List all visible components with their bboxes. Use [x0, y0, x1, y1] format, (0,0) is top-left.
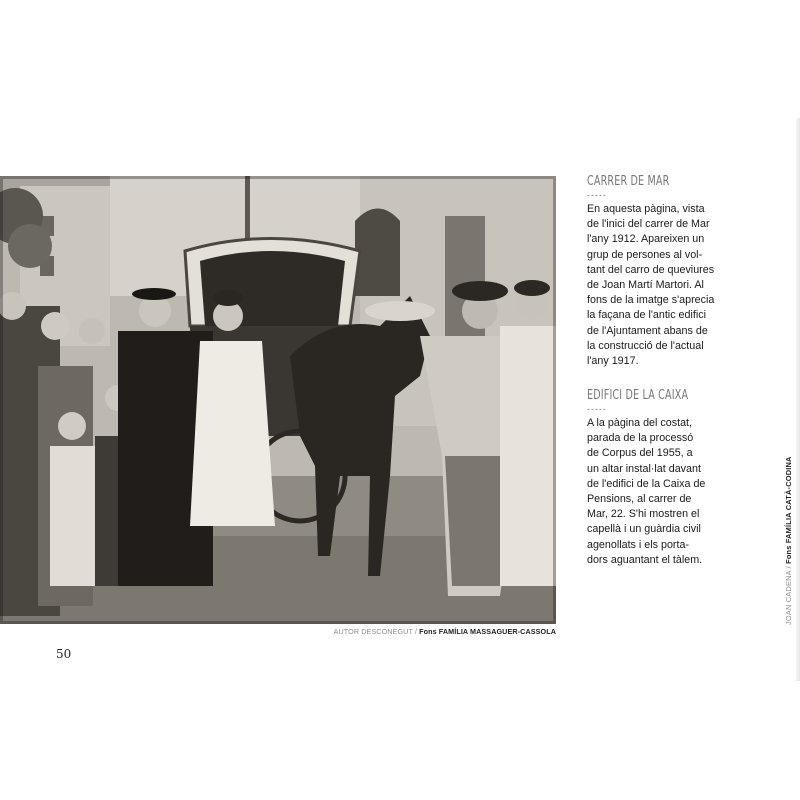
body-line: de l'edifici de la Caixa de	[587, 477, 706, 490]
body-line: agenollats i els porta-	[587, 538, 690, 551]
body-line: de l'inici del carrer de Mar	[587, 218, 710, 231]
body-line: de l'Ajuntament abans de	[587, 324, 708, 337]
photo-credit	[334, 627, 556, 636]
side-photo-credit	[784, 456, 793, 625]
body-line: l'any 1912. Apareixen un	[587, 233, 705, 246]
body-line: tant del carro de queviures	[587, 263, 715, 276]
body-line: A la pàgina del costat,	[587, 417, 693, 429]
body-line: Pensions, al carrer de	[587, 493, 692, 506]
body-line: un altar instal·lat davant	[587, 462, 701, 475]
body-line: grup de persones al vol-	[587, 248, 703, 261]
body-line: de Corpus del 1955, a	[587, 447, 693, 460]
photo-illustration-icon	[0, 176, 556, 624]
section-carrer-de-mar	[587, 174, 727, 369]
section-dashes: -----	[587, 190, 607, 200]
body-line: l'any 1917.	[587, 355, 639, 368]
historic-photo	[0, 176, 556, 624]
body-line: Mar, 22. S'hi mostren el	[587, 508, 700, 521]
side-credit-fons: Fons FAMÍLIA CATÀ-CODINA	[784, 456, 793, 564]
section-edifici-de-la-caixa	[587, 388, 727, 568]
body-line: parada de la processó	[587, 432, 694, 445]
side-credit-author: JOAN CADENA /	[784, 563, 793, 625]
body-line: En aquesta pàgina, vista	[587, 203, 705, 215]
photo-credit-fons: Fons FAMÍLIA MASSAGUER-CASSOLA	[419, 627, 556, 636]
body-line: de Joan Martí Martori. Al	[587, 279, 704, 292]
section-body	[587, 416, 728, 568]
body-line: dors aguantant el tàlem.	[587, 553, 703, 566]
photo-credit-author: AUTOR DESCONEGUT /	[333, 627, 420, 636]
page-number: 50	[56, 647, 72, 661]
body-line: la construcció de l'actual	[587, 339, 704, 352]
section-heading: CARRER DE MAR	[587, 174, 670, 189]
section-body	[587, 202, 728, 369]
page-edge	[796, 118, 800, 681]
body-line: la façana de l'antic edifici	[587, 309, 706, 322]
section-heading: EDIFICI DE LA CAIXA	[587, 388, 689, 403]
section-dashes: -----	[587, 404, 607, 414]
body-line: capellà i un guàrdia civil	[587, 523, 701, 536]
body-line: fons de la imatge s'aprecia	[587, 294, 715, 307]
